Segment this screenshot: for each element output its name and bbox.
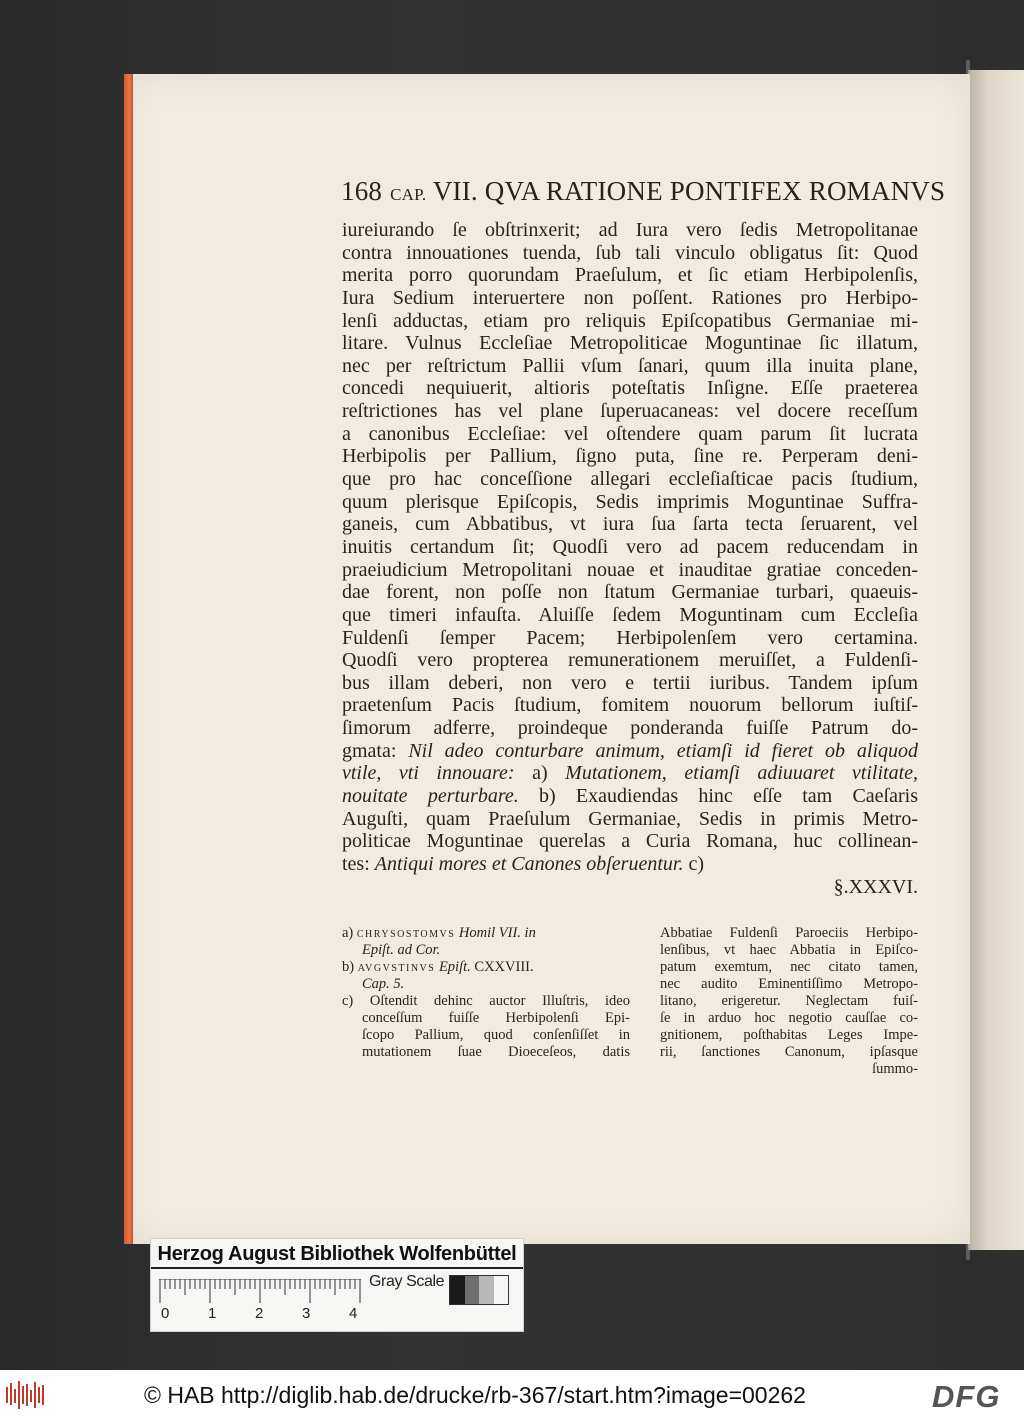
quotation-italic: Antiqui mores et Canones obſeruentur. <box>374 852 684 875</box>
adjacent-page-sliver <box>968 70 1024 1250</box>
body-line: Fuldenſi ſemper Pacem; Herbipolenſem vero certamina. <box>342 626 918 649</box>
body-line: que pro hac conceſſione allegari eccleſiaſticae pacis ſtudium, <box>342 468 918 491</box>
body-text <box>342 219 918 898</box>
catchword: ſummo- <box>872 1061 918 1077</box>
author-name: avgvstinvs <box>357 959 436 975</box>
footnote-c-line: ſe in arduo hoc negotio cauſſae co- <box>660 1010 918 1026</box>
scale-number: 4 <box>349 1305 358 1322</box>
footnote-c-line: patum exemtum, nec citato tamen, <box>660 959 918 975</box>
body-line: quum plerisque Epiſcopis, Sedis imprimis Moguntinae Suffra- <box>342 490 918 513</box>
letter-number: CXXVIII. <box>474 959 534 975</box>
body-line: dae forent, non poſſe non ſtatum Germaniae turbari, quaeuis- <box>342 581 918 604</box>
footnote-c-line: gnitionem, poſthabitas Leges Impe- <box>660 1027 918 1043</box>
body-line: litare. Vulnus Eccleſiae Metropoliticae Moguntinae ſic illatum, <box>342 332 918 355</box>
section-mark: §.XXXVI. <box>833 875 918 898</box>
footnote-ref-c: c) <box>688 852 705 875</box>
color-target-card <box>150 1238 524 1332</box>
body-line: iureiurando ſe obſtrinxerit; ad Iura vero ſedis Metropolitanae <box>342 219 918 241</box>
body-line: Auguſti, quam Praeſulum Germaniae, Sedis in primis Metro- <box>342 807 918 830</box>
body-line: Herbipolis per Pallium, ſigno puta, ſine re. Perperam deni- <box>342 445 918 468</box>
footnote-c-line: conceſſum fuiſſe Herbipolenſi Epi- <box>362 1010 630 1026</box>
scale-number: 1 <box>208 1305 217 1322</box>
body-line: politicae Moguntinae querelas a Curia Romana, huc collinean- <box>342 830 918 853</box>
scale-numbers <box>159 1305 379 1325</box>
footnote-mark: a) <box>342 925 354 941</box>
red-page-edge <box>124 74 133 1244</box>
gray-swatch <box>494 1276 509 1304</box>
gray-swatch <box>465 1276 480 1304</box>
work-title: Epiſt. <box>438 959 471 975</box>
gray-scale-swatches <box>449 1275 509 1305</box>
body-line: merita porro quorundam Praeſulum, et ſic etiam Herbipolenſis, <box>342 264 918 287</box>
running-head <box>341 176 946 207</box>
footnote-b <box>342 959 630 976</box>
gray-scale-label: Gray Scale <box>369 1273 445 1290</box>
body-line <box>342 740 918 763</box>
body-line: nec per reſtrictum Pallii vſum ſanari, quum illa inuita plane, <box>342 354 918 377</box>
body-line: praeiudicium Metropolitani nouae et inauditae gratiae conceden- <box>342 558 918 581</box>
gray-swatch <box>479 1276 494 1304</box>
body-line: ſimorum adferre, proindeque ponderanda fuiſſe Patrum do- <box>342 717 918 740</box>
body-line: a canonibus Eccleſiae: vel oſtendere quam parum ſit lucrata <box>342 422 918 445</box>
body-text-span: tes: <box>342 852 370 875</box>
quotation-italic: Mutationem, etiamſi adiuuaret vtilitate, <box>565 762 918 785</box>
footnote-c-line: Abbatiae Fuldenſi Paroeciis Herbipo- <box>660 925 918 941</box>
body-line: concedi nequiuerit, altioris poteſtatis Inſigne. Eſſe praeterea <box>342 377 918 400</box>
body-line: ganeis, cum Abbatibus, vt iura ſua ſarta tecta ſeruarent, vel <box>342 513 918 536</box>
footnote-c-line: lenſibus, vt haec Abbatia in Epiſco- <box>660 942 918 958</box>
footnote-c-line: nec audito Eminentiſſimo Metropo- <box>660 976 918 992</box>
running-head-cap: CAP. <box>390 185 427 204</box>
footnote-ref-a: a) <box>532 762 548 785</box>
body-line: reſtrictiones has vel plane ſuperuacaneas: vel docere receſſum <box>342 400 918 423</box>
footnote-b-cont <box>342 976 630 993</box>
footnote-a <box>342 925 630 942</box>
body-line <box>342 762 918 785</box>
scale-number: 0 <box>161 1305 170 1322</box>
body-line: lenſi adductas, etiam pro reliquis Epiſcopatibus Germaniae mi- <box>342 309 918 332</box>
footnotes-right-column <box>660 925 918 1078</box>
body-text-span: b) Exaudiendas hinc eſſe tam Caeſaris <box>539 785 918 808</box>
body-line: contra innouationes tuenda, ſub tali vinculo obligatus ſit: Quod <box>342 241 918 264</box>
quotation-italic: vtile, vti innouare: <box>342 762 515 785</box>
footnotes-left-column <box>342 925 630 1061</box>
footnote-c-line: mutationem ſuae Dioeceſeos, datis <box>362 1044 630 1060</box>
copyright-url: © HAB http://diglib.hab.de/drucke/rb-367/start.htm?image=00262 <box>144 1382 806 1408</box>
scale-number: 2 <box>255 1305 264 1322</box>
dfg-logo: DFG <box>932 1379 1001 1414</box>
library-name: Herzog August Bibliothek Wolfenbüttel <box>151 1239 523 1269</box>
body-line: que timeri infauſta. Aluiſſe ſedem Moguntinam cum Eccleſia <box>342 603 918 626</box>
body-line: Quodſi vero propterea remunerationem meruiſſet, a Fuldenſi- <box>342 649 918 672</box>
body-line <box>342 785 918 808</box>
running-head-title: VII. QVA RATIONE PONTIFEX ROMANVS <box>432 176 946 206</box>
author-name: chrysostomvs <box>356 925 456 941</box>
work-title: Cap. 5. <box>362 976 405 992</box>
gray-swatch <box>450 1276 465 1304</box>
footnote-c-line: rii, ſanctiones Canonum, ipſasque <box>660 1044 918 1060</box>
hab-barcode-logo-icon <box>6 1381 46 1409</box>
page-number: 168 <box>341 176 383 206</box>
body-line: inuitis certandum ſit; Quodſi vero ad pacem reducendam in <box>342 535 918 558</box>
work-title: Epiſt. ad Cor. <box>362 942 441 958</box>
quotation-italic: Nil adeo conturbare animum, etiamſi id fieret ob aliquod <box>408 739 918 762</box>
scale-number: 3 <box>302 1305 311 1322</box>
footnote-c-line: litano, erigeretur. Neglectam fuiſ- <box>660 993 918 1009</box>
footer-bar <box>0 1370 1024 1419</box>
work-title: Homil VII. in <box>458 925 536 941</box>
body-text-span: gmata: <box>342 739 397 762</box>
footnote-mark: b) <box>342 959 355 975</box>
quotation-italic: nouitate perturbare. <box>342 785 519 808</box>
footnote-a-cont <box>342 942 630 959</box>
body-line: bus illam deberi, non vero e tertii iuribus. Tandem ipſum <box>342 671 918 694</box>
footnote-c-line: c) Oſtendit dehinc auctor Illuſtris, ideo <box>342 993 630 1009</box>
body-line <box>342 853 918 876</box>
body-line: praetenſum Pacis ſtudium, fomitem nouorum bellorum iuſtiſ- <box>342 694 918 717</box>
body-line: Iura Sedium interuertere non poſſent. Rationes pro Herbipo- <box>342 286 918 309</box>
footnote-c-line: ſcopo Pallium, quod conſenſiſſet in <box>362 1027 630 1043</box>
